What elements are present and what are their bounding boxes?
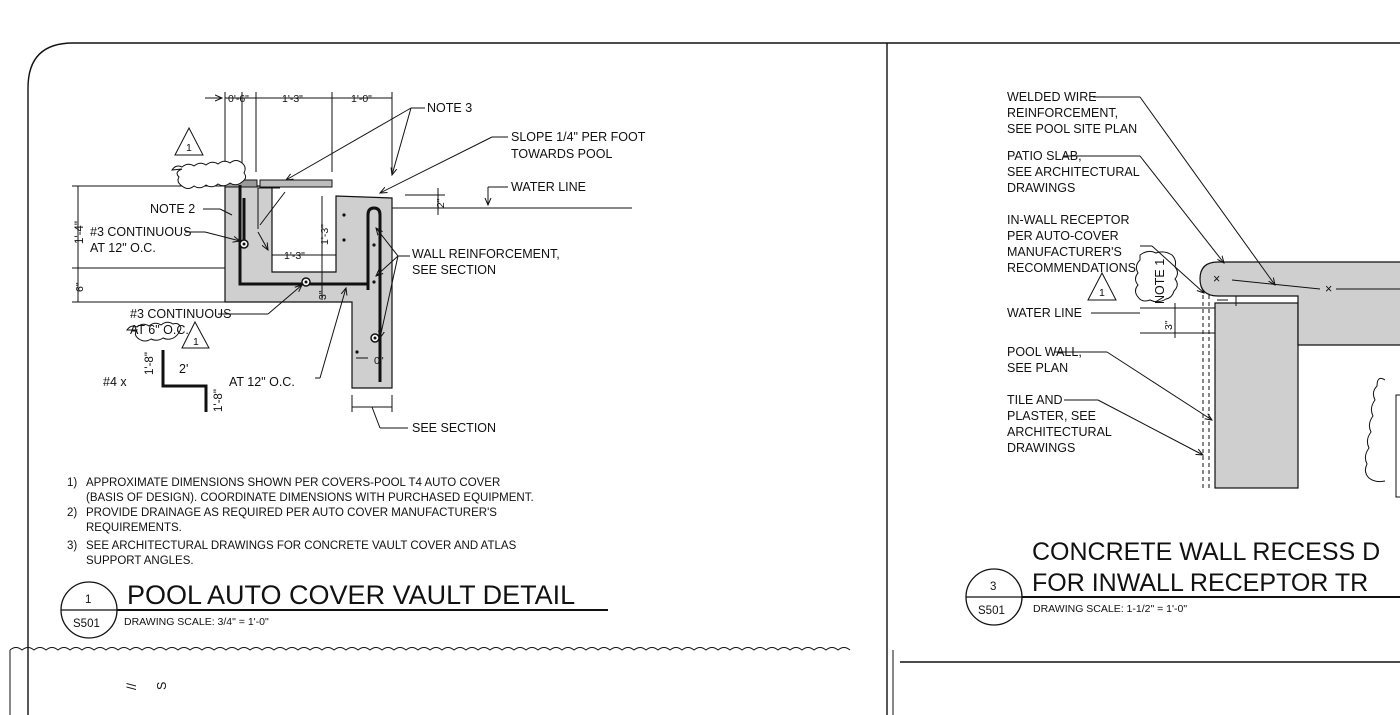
svg-text:×: × bbox=[1213, 272, 1221, 286]
partial-mark-2: S bbox=[155, 681, 169, 690]
note-3-line2: SUPPORT ANGLES. bbox=[86, 555, 194, 567]
note-3-line1: SEE ARCHITECTURAL DRAWINGS FOR CONCRETE VAULT COVER AND ATLAS bbox=[86, 540, 517, 552]
water-line-label: WATER LINE bbox=[511, 180, 587, 194]
detail-3-scale: DRAWING SCALE: 1-1/2" = 1'-0" bbox=[1033, 603, 1188, 615]
detail-1-title-block bbox=[61, 580, 608, 638]
patio-3: DRAWINGS bbox=[1007, 181, 1076, 195]
patio-1: PATIO SLAB, bbox=[1007, 149, 1082, 163]
dim-0-6: 0'-6" bbox=[228, 93, 249, 105]
dim-1-3-vertical: 1'-3" bbox=[319, 224, 331, 245]
note-2-line2: REQUIREMENTS. bbox=[86, 522, 182, 534]
pool-wall-2: SEE PLAN bbox=[1007, 361, 1069, 375]
detail-3-number: 3 bbox=[990, 581, 997, 593]
note-3-label: NOTE 3 bbox=[427, 101, 473, 115]
detail-3-title-line2: FOR INWALL RECEPTOR TR bbox=[1032, 569, 1369, 597]
receptor-3: MANUFACTURER'S bbox=[1007, 245, 1122, 259]
detail-3-title-line1: CONCRETE WALL RECESS D bbox=[1032, 538, 1381, 566]
revision-number-2: 1 bbox=[193, 336, 199, 348]
tile-3: ARCHITECTURAL bbox=[1007, 425, 1112, 439]
slope-label-1: SLOPE 1/4" PER FOOT bbox=[511, 130, 646, 144]
note-1-line2: (BASIS OF DESIGN). COORDINATE DIMENSIONS WITH PURCHASED EQUIPMENT. bbox=[86, 492, 534, 504]
detail-1-number: 1 bbox=[85, 594, 92, 606]
partial-mark-1: // bbox=[125, 683, 139, 690]
receptor-2: PER AUTO-COVER bbox=[1007, 229, 1119, 243]
dim-1-0-top: 1'-0" bbox=[351, 93, 372, 105]
detail-3-title-block bbox=[966, 538, 1400, 625]
revision-number-3: 1 bbox=[1099, 287, 1105, 299]
tile-2: PLASTER, SEE bbox=[1007, 409, 1096, 423]
welded-3: SEE POOL SITE PLAN bbox=[1007, 122, 1138, 136]
note-2-line1: PROVIDE DRAINAGE AS REQUIRED PER AUTO COVER MANUFACTURER'S bbox=[86, 507, 497, 519]
dim-2-ft: 2' bbox=[179, 362, 189, 376]
bar-mark: #4 x bbox=[103, 375, 127, 389]
detail-1-title: POOL AUTO COVER VAULT DETAIL bbox=[127, 580, 576, 610]
slope-label-2: TOWARDS POOL bbox=[511, 147, 613, 161]
detail-3-sheet: S501 bbox=[978, 605, 1005, 617]
tile-1: TILE AND bbox=[1007, 393, 1063, 407]
dim-3-in: 3" bbox=[317, 290, 329, 300]
dim-3-in-d3: 3" bbox=[1163, 320, 1175, 330]
revision-number: 1 bbox=[186, 142, 192, 154]
note-2-num: 2) bbox=[67, 507, 78, 519]
tile-4: DRAWINGS bbox=[1007, 441, 1076, 455]
note-2-label: NOTE 2 bbox=[150, 202, 196, 216]
note-3-num: 3) bbox=[67, 540, 78, 552]
dim-1-8-a: 1'-8" bbox=[144, 352, 156, 375]
bottom-partial-detail bbox=[125, 682, 169, 690]
dim-6-in: 6" bbox=[74, 282, 86, 292]
pool-wall-1: POOL WALL, bbox=[1007, 345, 1082, 359]
welded-1: WELDED WIRE bbox=[1007, 90, 1097, 104]
revision-cloud-border bbox=[10, 648, 893, 715]
general-notes bbox=[67, 477, 534, 567]
dim-1-3-top: 1'-3" bbox=[282, 93, 303, 105]
dim-1-3-horizontal: 1'-3" bbox=[284, 250, 305, 262]
detail-1-scale: DRAWING SCALE: 3/4" = 1'-0" bbox=[124, 616, 269, 628]
dim-1-8-b: 1'-8" bbox=[213, 389, 225, 412]
dim-2-in: 2" bbox=[435, 198, 447, 208]
dim-1-4: 1'-4" bbox=[74, 221, 86, 244]
dim-0-in: 0" bbox=[374, 355, 384, 367]
wall-reinf-1: WALL REINFORCEMENT, bbox=[412, 247, 560, 261]
water-line-label-3: WATER LINE bbox=[1007, 306, 1083, 320]
bar2-line2: AT 6" O.C. bbox=[130, 323, 189, 337]
welded-2: REINFORCEMENT, bbox=[1007, 106, 1119, 120]
bar2-line1: #3 CONTINUOUS bbox=[130, 307, 232, 321]
receptor-4: RECOMMENDATIONS bbox=[1007, 261, 1136, 275]
at-12-label: AT 12" O.C. bbox=[229, 375, 295, 389]
wall-reinf-2: SEE SECTION bbox=[412, 263, 497, 277]
note-1-rotated: NOTE 1 bbox=[1153, 258, 1167, 304]
svg-text:×: × bbox=[1325, 282, 1333, 296]
patio-2: SEE ARCHITECTURAL bbox=[1007, 165, 1140, 179]
bar1-line2: AT 12" O.C. bbox=[90, 241, 156, 255]
note-1-num: 1) bbox=[67, 477, 78, 489]
note-1-line1: APPROXIMATE DIMENSIONS SHOWN PER COVERS-POOL T4 AUTO COVER bbox=[86, 477, 501, 489]
detail-1-sheet: S501 bbox=[73, 618, 100, 630]
receptor-1: IN-WALL RECEPTOR bbox=[1007, 213, 1130, 227]
bar1-line1: #3 CONTINUOUS bbox=[90, 225, 192, 239]
see-section-label: SEE SECTION bbox=[412, 421, 497, 435]
